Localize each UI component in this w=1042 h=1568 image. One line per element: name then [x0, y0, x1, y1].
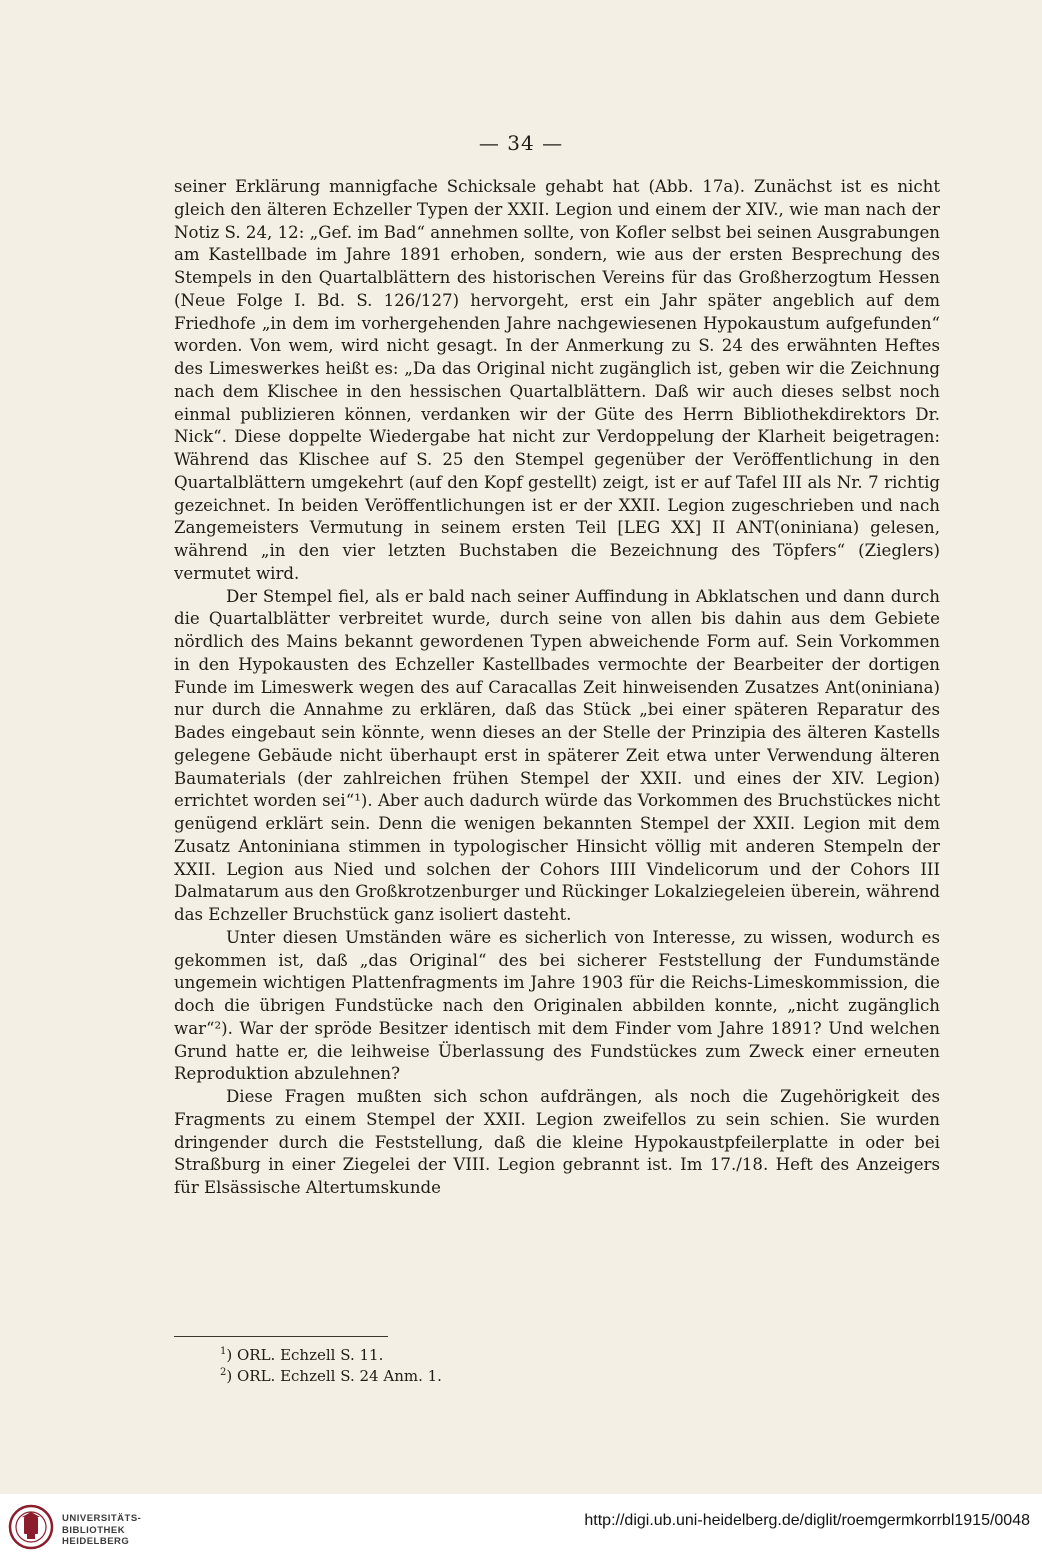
body-text [174, 176, 940, 1200]
source-url-link[interactable]: http://digi.ub.uni-heidelberg.de/diglit/roemgermkorrbl1915/0048 [584, 1512, 1030, 1529]
paragraph-4: Diese Fragen mußten sich schon aufdrängen, als noch die Zugehörigkeit des Fragments zu einem Stempel der XXII. Legion zweifellos zu sein schien. Sie wurden dringender durch die Feststellung, daß die kleine Hypokaustpfeilerplatte in oder bei Straßburg in einer Ziegelei der VIII. Legion gebrannt ist. Im 17./18. Heft des Anzeigers für Elsässische Altertumskunde [174, 1087, 940, 1197]
footer-bar [0, 1494, 1042, 1568]
paragraph-2: Der Stempel fiel, als er bald nach seiner Auffindung in Abklatschen und dann durch die Quartalblätter verbreitet wurde, durch seine von allen bis dahin aus dem Gebiete nördlich des Mains bekannt gewordenen Typen abweichende Form auf. Sein Vorkommen in den Hypokausten des Echzeller Kastellbades vermochte der Bearbeiter der dortigen Funde im Limeswerk wegen des auf Caracallas Zeit hinweisenden Zusatzes Ant(oniniana) nur durch die Annahme zu erklären, daß das Stück „bei einer späteren Reparatur des Bades eingebaut sein könnte, wenn dieses an der Stelle der Prinzipia des älteren Kastells gelegene Gebäude nicht überhaupt erst in späterer Zeit etwa unter Verwendung älteren Baumaterials (der zahlreichen frühen Stempel der XXII. und eines der XIV. Legion) errichtet worden sei“¹). Aber auch dadurch würde das Vorkommen des Bruchstückes nicht genügend erklärt sein. Denn die wenigen bekannten Stempel der XXII. Legion mit dem Zusatz Antoniniana stimmen in typologischer Hinsicht völlig mit anderen Stempeln der XXII. Legion aus Nied und solchen der Cohors IIII Vindelicorum und der Cohors III Dalmatarum aus den Großkrotzenburger und Rückinger Lokalziegeleien überein, während das Echzeller Bruchstück ganz isoliert dasteht. [174, 586, 940, 924]
paragraph-1: seiner Erklärung mannigfache Schicksale gehabt hat (Abb. 17a). Zunächst ist es nicht gleich den älteren Echzeller Typen der XXII. Legion und einem der XIV., wie man nach der Notiz S. 24, 12: „Gef. im Bad“ annehmen sollte, von Kofler selbst bei seinen Ausgrabungen am Kastellbade im Jahre 1891 erhoben, sondern, wie aus der ersten Besprechung des Stempels in den Quartalblättern des historischen Vereins für das Großherzogtum Hessen (Neue Folge I. Bd. S. 126/127) hervorgeht, erst ein Jahr später angeblich auf dem Friedhofe „in dem im vorhergehenden Jahre nachgewiesenen Hypokaustum aufgefunden“ worden. Von wem, wird nicht gesagt. In der Anmerkung zu S. 24 des erwähnten Heftes des Limeswerkes heißt es: „Da das Original nicht zugänglich ist, geben wir die Zeichnung nach dem Klischee in den hessischen Quartalblättern. Daß wir auch dieses selbst noch einmal publizieren können, verdanken wir der Güte des Herrn Bibliothekdirektors Dr. Nick“. Diese doppelte Wiedergabe hat nicht zur Verdoppelung der Klarheit beigetragen: Während das Klischee auf S. 25 den Stempel gegenüber der Veröffentlichung in den Quartalblättern umgekehrt (auf den Kopf gestellt) zeigt, ist er auf Tafel III als Nr. 7 richtig gezeichnet. In beiden Veröffentlichungen ist er der XXII. Legion zugeschrieben und nach Zangemeisters Vermutung in seinem ersten Teil [LEG XX] II ANT(oniniana) gelesen, während „in den vier letzten Buchstaben die Bezeichnung des Töpfers“ (Zieglers) vermutet wird. [174, 177, 940, 583]
footnote-text: ) ORL. Echzell S. 24 Anm. 1. [226, 1367, 442, 1385]
library-line-3: HEIDELBERG [62, 1536, 130, 1547]
page-number: — 34 — [478, 131, 564, 155]
footnote-separator [174, 1336, 388, 1337]
university-seal-icon [8, 1504, 54, 1550]
paragraph-3: Unter diesen Umständen wäre es sicherlich von Interesse, zu wissen, wodurch es gekommen ist, daß „das Original“ des bei sicherer Feststellung der Fundumstände ungemein wichtigen Plattenfragments im Jahre 1903 für die Reichs-Limeskommission, die doch die übrigen Fundstücke nach den Originalen abbilden konnte, „nicht zugänglich war“²). War der spröde Besitzer identisch mit dem Finder vom Jahre 1891? Und welchen Grund hatte er, die leihweise Überlassung des Fundstückes zum Zweck einer erneuten Reproduktion abzulehnen? [174, 927, 940, 1084]
footnote-mark: 1 [220, 1346, 227, 1357]
footnote-text: ) ORL. Echzell S. 11. [226, 1346, 384, 1364]
footnote-mark: 2 [220, 1367, 227, 1378]
library-line-1: UNIVERSITÄTS- [62, 1513, 142, 1524]
footnote-1 [220, 1345, 442, 1366]
library-name [62, 1513, 141, 1548]
library-line-2: BIBLIOTHEK [62, 1524, 126, 1536]
footnote-2 [220, 1366, 442, 1387]
footnotes [220, 1345, 442, 1387]
